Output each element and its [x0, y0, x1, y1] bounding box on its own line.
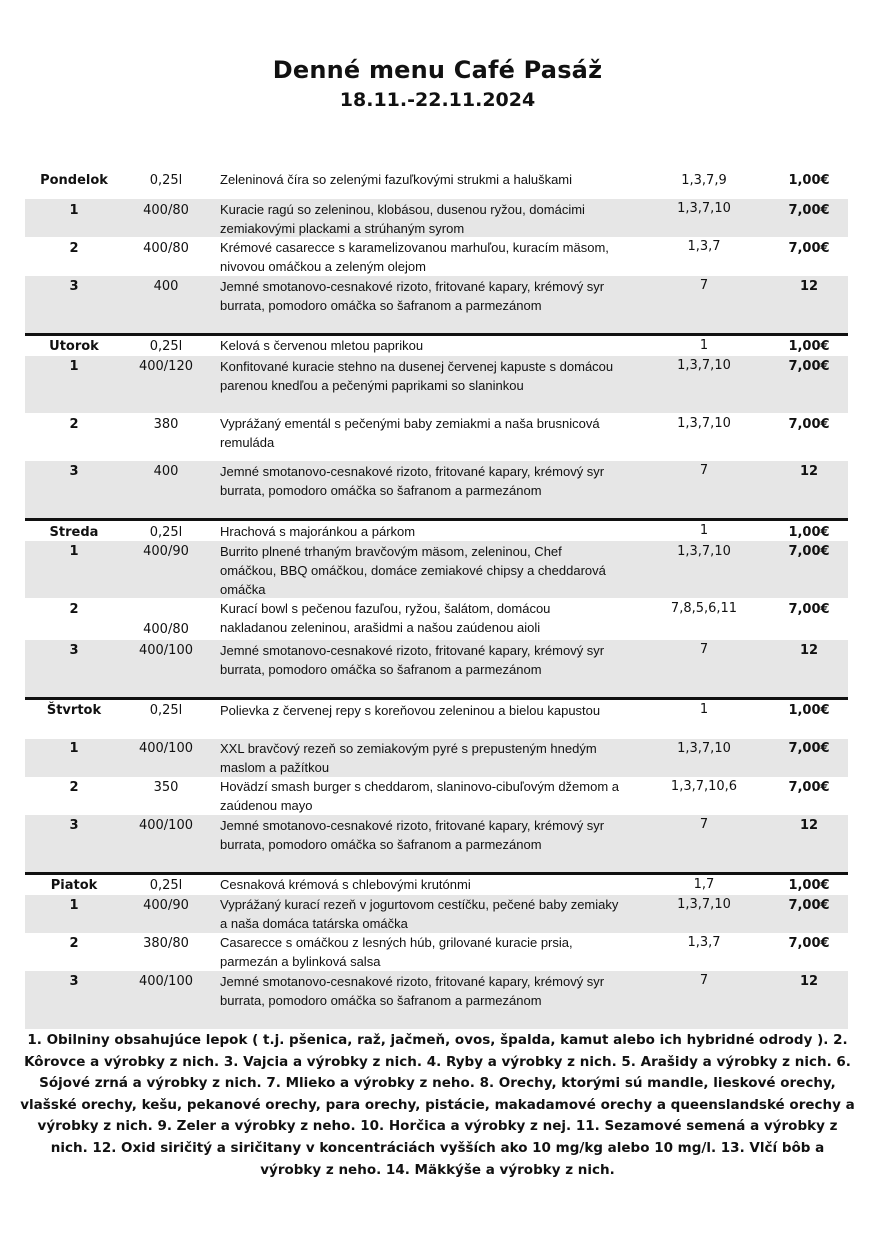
menu-row: [25, 541, 848, 598]
allergen-codes: 1: [699, 338, 709, 353]
dish-description: Krémové casarecce s karamelizovanou marhuľou, kuracím mäsom, nivovou omáčkou a zeleným olejom: [220, 240, 609, 274]
portion-size: 0,25l: [149, 525, 183, 540]
allergen-codes: 7: [699, 463, 709, 478]
allergen-codes: 1: [699, 702, 709, 717]
dish-number: 2: [69, 241, 79, 256]
dish-description: Vyprážaný ementál s pečenými baby zemiakmi a naša brusnicová remuláda: [220, 416, 600, 450]
menu-row-soup: [25, 336, 848, 356]
price: 7,00€: [788, 741, 830, 756]
price: 7,00€: [788, 602, 830, 617]
portion-size: 0,25l: [149, 878, 183, 893]
portion-size: 400/80: [143, 203, 189, 218]
dish-description: Hovädzí smash burger s cheddarom, slaninovo-cibuľovým džemom a zaúdenou mayo: [220, 779, 620, 813]
allergen-codes: 7: [699, 973, 709, 988]
price: 7,00€: [788, 241, 830, 256]
dish-description: Hrachová s majoránkou a párkom: [220, 524, 416, 539]
portion-size: 380: [153, 417, 179, 432]
day-label: Piatok: [50, 878, 98, 893]
dish-number: 1: [69, 203, 79, 218]
portion-size: 400/100: [138, 741, 193, 756]
price: 7,00€: [788, 936, 830, 951]
dish-description: Jemné smotanovo-cesnakové rizoto, fritované kapary, krémový syr burrata, pomodoro omáčka so šafranom a parmezánom: [220, 464, 605, 498]
price: 1,00€: [788, 339, 830, 354]
dish-description: Cesnaková krémová s chlebovými krutónmi: [220, 877, 471, 892]
menu-row-soup: [25, 521, 848, 541]
allergen-codes: 1,3,7,10: [677, 358, 731, 373]
portion-size: 400/100: [138, 643, 193, 658]
price: 1,00€: [788, 878, 830, 893]
dish-description: Zeleninová číra so zelenými fazuľkovými strukmi a haluškami: [220, 172, 573, 187]
menu-row: [25, 895, 848, 933]
dish-description: Kelová s červenou mletou paprikou: [220, 338, 424, 353]
price: 12: [799, 279, 819, 294]
menu-row: [25, 777, 848, 815]
dish-description: Jemné smotanovo-cesnakové rizoto, fritované kapary, krémový syr burrata, pomodoro omáčka so šafranom a parmezánom: [220, 643, 605, 677]
dish-description: XXL bravčový rezeň so zemiakovým pyré s prepusteným hnedým maslom a pažítkou: [220, 741, 597, 775]
portion-size: 400: [153, 464, 179, 479]
dish-number: 1: [69, 898, 79, 913]
portion-size: 400/80: [143, 241, 189, 256]
price: 12: [799, 643, 819, 658]
dish-number: 3: [69, 818, 79, 833]
price: 7,00€: [788, 417, 830, 432]
price: 7,00€: [788, 544, 830, 559]
allergen-codes: 1,3,7,10: [677, 416, 731, 431]
menu-row: [25, 933, 848, 971]
dish-number: 3: [69, 974, 79, 989]
dish-number: 2: [69, 417, 79, 432]
dish-description: Polievka z červenej repy s koreňovou zeleninou a bielou kapustou: [220, 703, 601, 718]
dish-number: 2: [69, 780, 79, 795]
menu-row: [25, 237, 848, 276]
allergen-codes: 1,3,7,10: [677, 897, 731, 912]
dish-description: Kurací bowl s pečenou fazuľou, ryžou, šalátom, domácou nakladanou zeleninou, arašidmi a našou zaúdenou aioli: [220, 601, 551, 635]
allergen-codes: 7: [699, 278, 709, 293]
portion-size: 400/90: [143, 544, 189, 559]
dish-description: Konfitované kuracie stehno na dusenej červenej kapuste s domácou parenou knedľou a pečenými paprikami so slaninkou: [220, 359, 614, 393]
portion-size: 0,25l: [149, 703, 183, 718]
dish-description: Casarecce s omáčkou z lesných húb, grilované kuracie prsia, parmezán a bylinková salsa: [220, 935, 573, 969]
allergen-codes: 1,3,7,9: [681, 173, 727, 188]
day-label: Streda: [49, 525, 99, 540]
menu-row: [25, 815, 848, 872]
dish-description: Jemné smotanovo-cesnakové rizoto, fritované kapary, krémový syr burrata, pomodoro omáčka so šafranom a parmezánom: [220, 974, 605, 1008]
allergen-codes: 1: [699, 523, 709, 538]
portion-size: 380/80: [143, 936, 189, 951]
menu-row: [25, 199, 848, 237]
price: 7,00€: [788, 898, 830, 913]
allergen-codes: 1,3,7,10: [677, 741, 731, 756]
allergen-codes: 1,3,7,10,6: [670, 779, 738, 794]
allergens-legend: 1. Obilniny obsahujúce lepok ( t.j. pšenica, raž, jačmeň, ovos, špalda, kamut alebo ich hybridné odrody ). 2. Kôrovce a výrobky z nich. 3. Vajcia a výrobky z nich. 4. Ryby a výrobky z nich. 5. Arašidy a výrobky z nich. 6. Sójové zrná a výrobky z nich. 7. Mlieko a výrobky z neho. 8. Orechy, ktorými sú mandle, lieskové orechy, vlašské orechy, kešu, pekanové orechy, para orechy, pistácie, makadamové orechy a queenslandské orechy a výrobky z nich. 9. Zeler a výrobky z neho. 10. Horčica a výrobky z nej. 11. Sezamové semená a výrobky z nich. 12. Oxid siričitý a siričitany v koncentráciách vyšších ako 10 mg/kg alebo 10 mg/l. 13. Vlčí bôb a výrobky z neho. 14. Mäkkýše a výrobky z nich.: [20, 1032, 855, 1178]
price: 12: [799, 974, 819, 989]
dish-description: Vyprážaný kurací rezeň v jogurtovom cestíčku, pečené baby zemiaky a naša domáca tatárska omáčka: [220, 897, 619, 931]
day-label: Utorok: [49, 339, 99, 354]
price: 1,00€: [788, 525, 830, 540]
dish-number: 2: [69, 602, 79, 617]
menu-row: [25, 461, 848, 518]
menu-row-soup: [25, 168, 848, 196]
dish-number: 1: [69, 359, 79, 374]
portion-size: 400: [153, 279, 179, 294]
dish-number: 2: [69, 936, 79, 951]
price: 7,00€: [788, 359, 830, 374]
dish-description: Kuracie ragú so zeleninou, klobásou, dusenou ryžou, domácimi zemiakovými plackami a strúhaným syrom: [220, 202, 585, 236]
menu-row: [25, 413, 848, 461]
price: 7,00€: [788, 203, 830, 218]
portion-size: 400/100: [138, 818, 193, 833]
menu-row: [25, 598, 848, 640]
portion-size: 350: [153, 780, 179, 795]
menu-row-soup: [25, 875, 848, 895]
menu-row-soup: [25, 700, 848, 739]
dish-description: Burrito plnené trhaným bravčovým mäsom, zeleninou, Chef omáčkou, BBQ omáčkou, domáce zemiakové chipsy a cheddarová omáčka: [220, 544, 606, 597]
price: 1,00€: [788, 703, 830, 718]
price: 12: [799, 464, 819, 479]
allergen-codes: 1,3,7,10: [677, 544, 731, 559]
menu-row: [25, 276, 848, 333]
menu-row: [25, 356, 848, 413]
portion-size: 400/100: [138, 974, 193, 989]
price: 1,00€: [788, 173, 830, 188]
allergen-codes: 7: [699, 642, 709, 657]
allergen-codes: 1,7: [693, 877, 715, 892]
dish-description: Jemné smotanovo-cesnakové rizoto, fritované kapary, krémový syr burrata, pomodoro omáčka so šafranom a parmezánom: [220, 818, 605, 852]
dish-description: Jemné smotanovo-cesnakové rizoto, fritované kapary, krémový syr burrata, pomodoro omáčka so šafranom a parmezánom: [220, 279, 605, 313]
day-label: Štvrtok: [46, 703, 102, 718]
day-label: Pondelok: [40, 173, 108, 188]
menu-row: [25, 971, 848, 1029]
portion-size: 0,25l: [149, 173, 183, 188]
dish-number: 1: [69, 544, 79, 559]
allergen-codes: 1,3,7,10: [677, 201, 731, 216]
portion-size: 0,25l: [149, 339, 183, 354]
allergen-codes: 7: [699, 817, 709, 832]
dish-number: 3: [69, 279, 79, 294]
dish-number: 3: [69, 464, 79, 479]
allergen-codes: 1,3,7: [687, 239, 721, 254]
portion-size: 400/120: [138, 359, 193, 374]
allergen-codes: 7,8,5,6,11: [670, 601, 738, 616]
menu-row: [25, 640, 848, 697]
price: 7,00€: [788, 780, 830, 795]
dish-number: 1: [69, 741, 79, 756]
dish-number: 3: [69, 643, 79, 658]
allergen-codes: 1,3,7: [687, 935, 721, 950]
portion-size: 400/90: [143, 898, 189, 913]
page-title: Denné menu Café Pasáž: [272, 56, 603, 84]
menu-row: [25, 739, 848, 777]
date-range: 18.11.-22.11.2024: [339, 89, 536, 111]
portion-size: 400/80: [143, 622, 189, 637]
price: 12: [799, 818, 819, 833]
